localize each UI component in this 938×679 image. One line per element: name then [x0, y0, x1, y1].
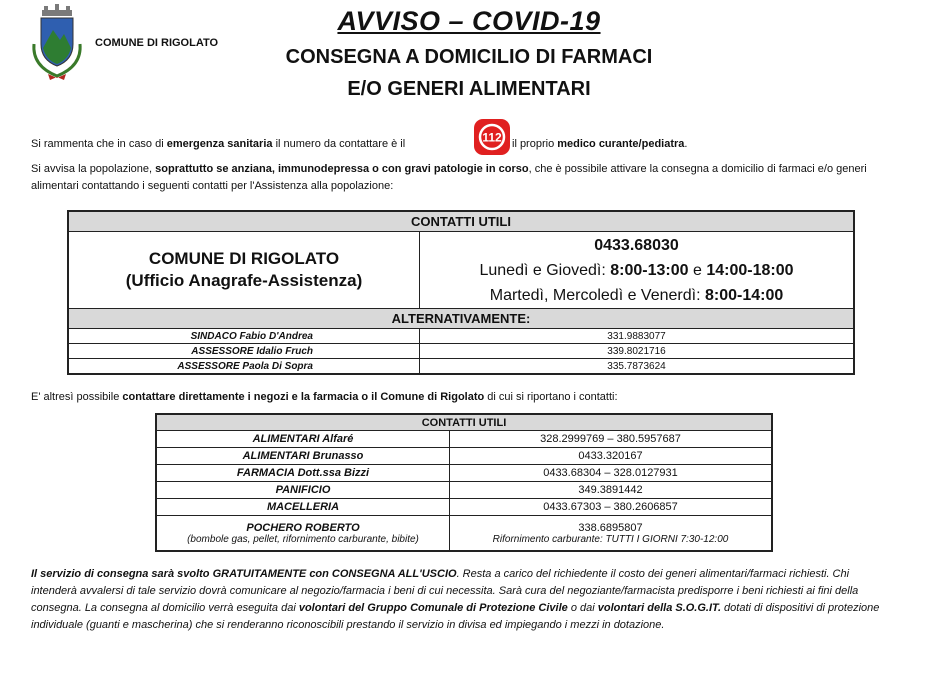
contact-name: ASSESSORE Idalio Fruch: [69, 344, 420, 359]
table-row: [69, 344, 854, 359]
contact-name: ASSESSORE Paola Di Sopra: [69, 359, 420, 374]
hours-value: 8:00-14:00: [704, 286, 784, 304]
page-subtitle-1: CONSEGNA A DOMICILIO DI FARMACI: [285, 46, 653, 68]
text-span: Si avvisa la popolazione,: [31, 163, 156, 175]
text-span: . Resta a carico del richiedente il costo dei generi alimentari/farmaci richiesti. Chi intenderà avvalersi di tale servizio dovrà comunicare al negozio/farmacia i beni di cui necessita. Sarà cura del negoziante/farmacista predisporre i beni richiesti ai fini della consegna. La consegna al domicilio verrà eseguita dai: [31, 568, 859, 614]
emergency-number: 112: [482, 130, 502, 145]
service-info-paragraph: [31, 566, 891, 634]
text-span: o dai: [567, 602, 598, 614]
shop-hours-note: Rifornimento carburante: TUTTI I GIORNI 7:30-12:00: [492, 533, 729, 545]
table-row: [157, 499, 772, 516]
alternative-header: ALTERNATIVAMENTE:: [69, 309, 854, 329]
contact-phone[interactable]: 335.7873624: [420, 359, 854, 374]
shop-name-cell: [157, 516, 450, 551]
text-span: Si rammenta che in caso di: [31, 138, 167, 150]
shop-phone[interactable]: 349.3891442: [450, 482, 772, 499]
table-row: [69, 359, 854, 374]
contacts-table-shops: [155, 413, 773, 552]
shop-name: ALIMENTARI Alfaré: [157, 431, 450, 448]
days-label: Martedì, Mercoledì e Venerdì:: [489, 286, 705, 304]
shop-name: ALIMENTARI Brunasso: [157, 448, 450, 465]
comune-office-dept: (Ufficio Anagrafe-Assistenza): [125, 271, 363, 290]
shops-text: contattare direttamente i negozi e la farmacia o il Comune di Rigolato: [122, 391, 485, 403]
text-span: il proprio: [512, 138, 558, 150]
free-delivery-text: Il servizio di consegna sarà svolto GRATUITAMENTE con CONSEGNA ALL'USCIO: [31, 568, 457, 580]
comune-contact-cell: [420, 232, 854, 309]
table-row: [157, 482, 772, 499]
page-subtitle-2: E/O GENERI ALIMENTARI: [347, 78, 591, 100]
text-span: dotati di dispositivi di protezione individuale (guanti e mascherina) che si renderanno riconoscibili prestando il servizio in divisa ed impiegando i mezzi in dotazione.: [31, 602, 880, 631]
table-header: CONTATTI UTILI: [69, 212, 854, 232]
shop-note: (bombole gas, pellet, rifornimento carburante, bibite): [187, 533, 419, 545]
table-row: [69, 329, 854, 344]
table-row: [157, 448, 772, 465]
shop-phone[interactable]: 328.2999769 – 380.5957687: [450, 431, 772, 448]
hours-value: 14:00-18:00: [706, 261, 794, 279]
emergency-112-icon: [472, 117, 512, 157]
text-span: E' altresì possibile: [31, 391, 123, 403]
intro-paragraph-2: [31, 161, 891, 195]
comune-phone[interactable]: 0433.68030: [594, 236, 679, 254]
shop-phone[interactable]: 0433.320167: [450, 448, 772, 465]
contact-phone[interactable]: 339.8021716: [420, 344, 854, 359]
days-label: Lunedì e Giovedì:: [479, 261, 611, 279]
shop-phone[interactable]: 338.6895807: [578, 521, 643, 534]
shop-name: POCHERO ROBERTO: [246, 521, 360, 534]
shop-phone[interactable]: 0433.67303 – 380.2606857: [450, 499, 772, 516]
text-span: il numero da contattare è il: [272, 138, 406, 150]
intro-paragraph-1-end: [512, 136, 687, 153]
text-span: .: [684, 138, 688, 150]
shop-name: FARMACIA Dott.ssa Bizzi: [157, 465, 450, 482]
emergency-text: emergenza sanitaria: [166, 138, 273, 150]
sogit-text: volontari della S.O.G.IT.: [597, 602, 721, 614]
text-span: , che è possibile attivare la consegna a domicilio di farmaci e/o generi alimentari contattando i seguenti contatti per l'Assistenza alla popolazione:: [31, 163, 867, 192]
table-header: CONTATTI UTILI: [157, 415, 772, 431]
hours-value: 8:00-13:00: [610, 261, 689, 279]
shop-name: PANIFICIO: [157, 482, 450, 499]
text-span: di cui si riportano i contatti:: [484, 391, 618, 403]
table-row: [157, 431, 772, 448]
comune-office-name: COMUNE DI RIGOLATO: [148, 249, 340, 268]
shop-name: MACELLERIA: [157, 499, 450, 516]
table-row: [157, 516, 772, 551]
contact-phone[interactable]: 331.9883077: [420, 329, 854, 344]
comune-office-cell: [69, 232, 420, 309]
contact-name: SINDACO Fabio D'Andrea: [69, 329, 420, 344]
shop-phone[interactable]: 0433.68304 – 328.0127931: [450, 465, 772, 482]
shops-intro-paragraph: [31, 389, 618, 406]
hours-line-2: [420, 283, 853, 308]
volunteers-text: volontari del Gruppo Comunale di Protezione Civile: [298, 602, 568, 614]
doctor-text: medico curante/pediatra: [557, 138, 685, 150]
vulnerable-text: soprattutto se anziana, immunodepressa o con gravi patologie in corso: [155, 163, 529, 175]
hours-line-1: [420, 258, 853, 283]
intro-paragraph-1: [31, 136, 405, 153]
table-row: [157, 465, 772, 482]
comune-name: COMUNE DI RIGOLATO: [95, 37, 219, 49]
contacts-table-main: [67, 210, 855, 375]
text-span: e: [688, 261, 707, 279]
page-title: AVVISO – COVID-19: [337, 6, 601, 36]
shop-phone-cell: [450, 516, 772, 551]
